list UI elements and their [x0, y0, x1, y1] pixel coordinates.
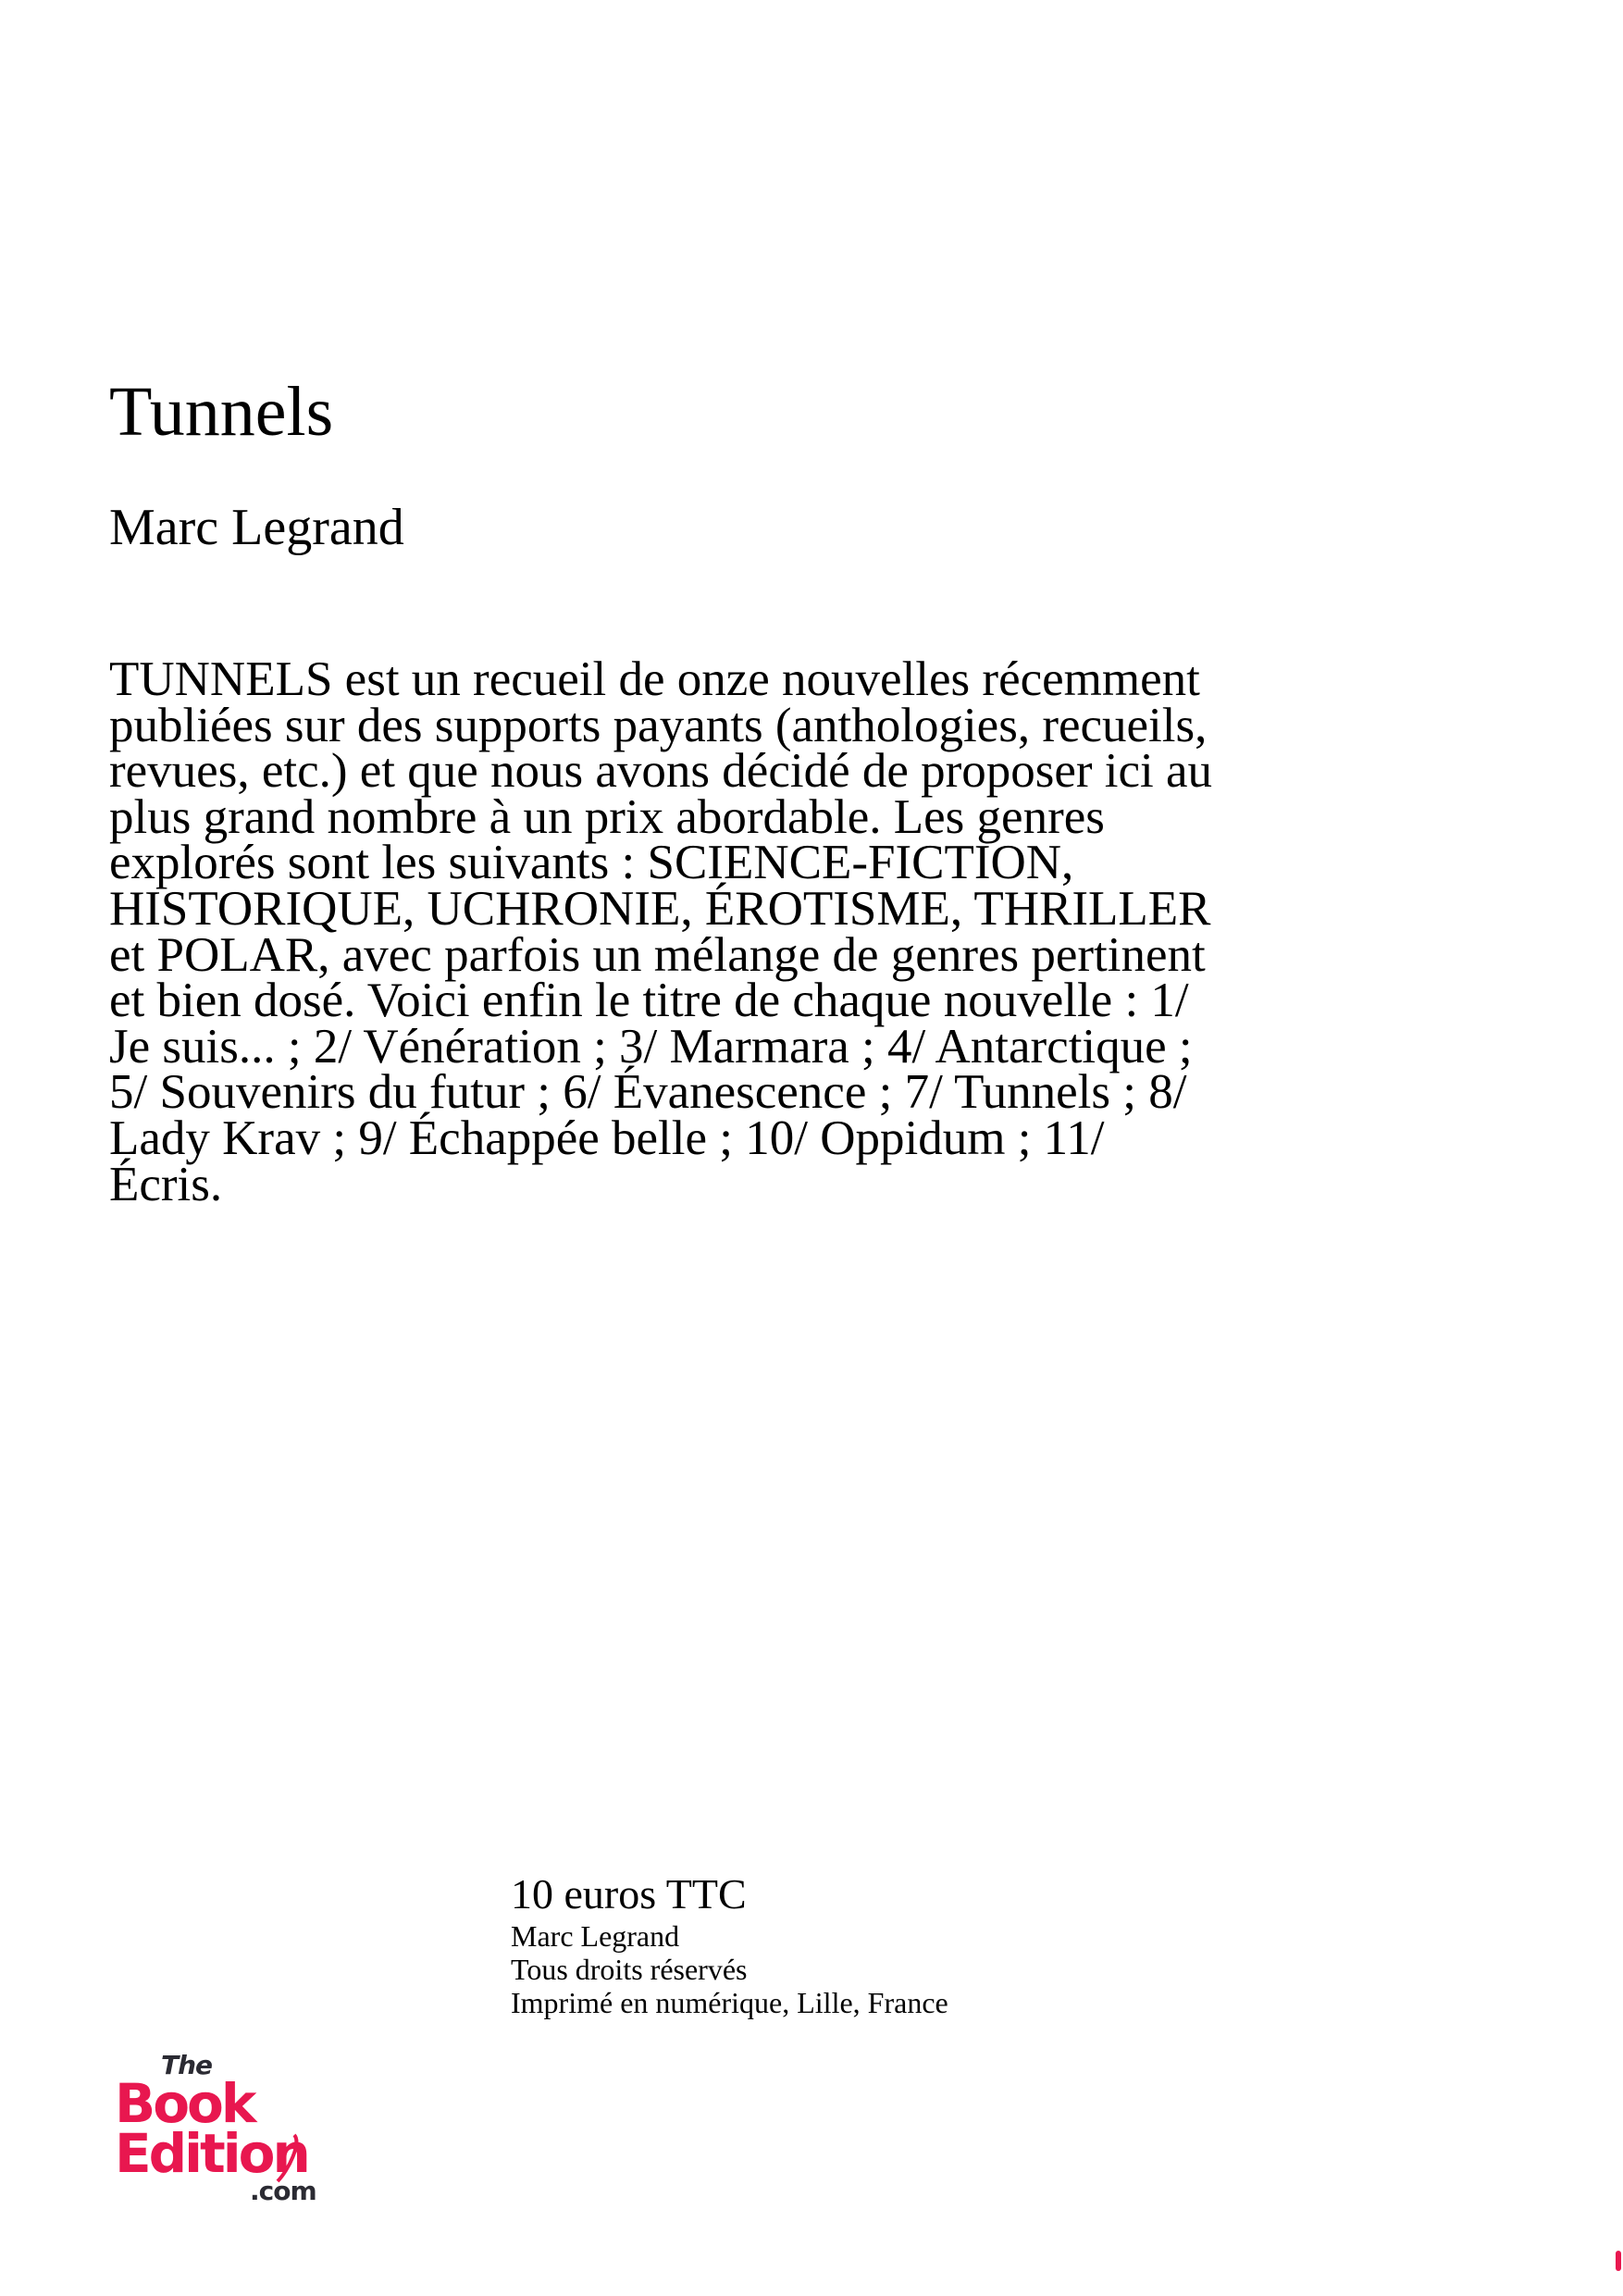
- imprint-printed: Imprimé en numérique, Lille, France: [511, 1986, 948, 2019]
- edge-crop-mark: [1616, 2251, 1621, 2271]
- book-title: Tunnels: [109, 373, 334, 451]
- imprint-author: Marc Legrand: [511, 1919, 680, 1953]
- logo-dotcom-text: .com: [250, 2176, 316, 2206]
- book-author: Marc Legrand: [109, 499, 404, 556]
- price-label: 10 euros TTC: [511, 1870, 747, 1917]
- logo-edition-text: Edition: [115, 2122, 308, 2185]
- imprint-rights: Tous droits réservés: [511, 1953, 748, 1986]
- thebookedition-logo: [113, 2050, 335, 2207]
- thebookedition-logo-icon: [113, 2050, 335, 2207]
- imprint-block: [511, 1869, 1158, 2019]
- logo-book-text: Book: [115, 2072, 254, 2135]
- book-blurb: TUNNELS est un recueil de onze nouvelles récemment publiées sur des supports payants (anthologies, recueils, revues, etc.) et que nous avons décidé de proposer ici au plus grand nombre à un prix abordable. Les genres explorés sont les suivants : SCIENCE-FICTION, HISTORIQUE, UCHRONIE, ÉROTISME, THRILLER et POLAR, avec parfois un mélange de genres pertinent et bien dosé. Voici enfin le titre de chaque nouvelle : 1/ Je suis... ; 2/ Vénération ; 3/ Marmara ; 4/ Antarctique ; 5/ Souvenirs du futur ; 6/ Évanescence ; 7/ Tunnels ; 8/ Lady Krav ; 9/ Échappée belle ; 10/ Oppidum ; 11/ Écris.: [109, 652, 1213, 1211]
- logo-the-text: The: [161, 2050, 213, 2080]
